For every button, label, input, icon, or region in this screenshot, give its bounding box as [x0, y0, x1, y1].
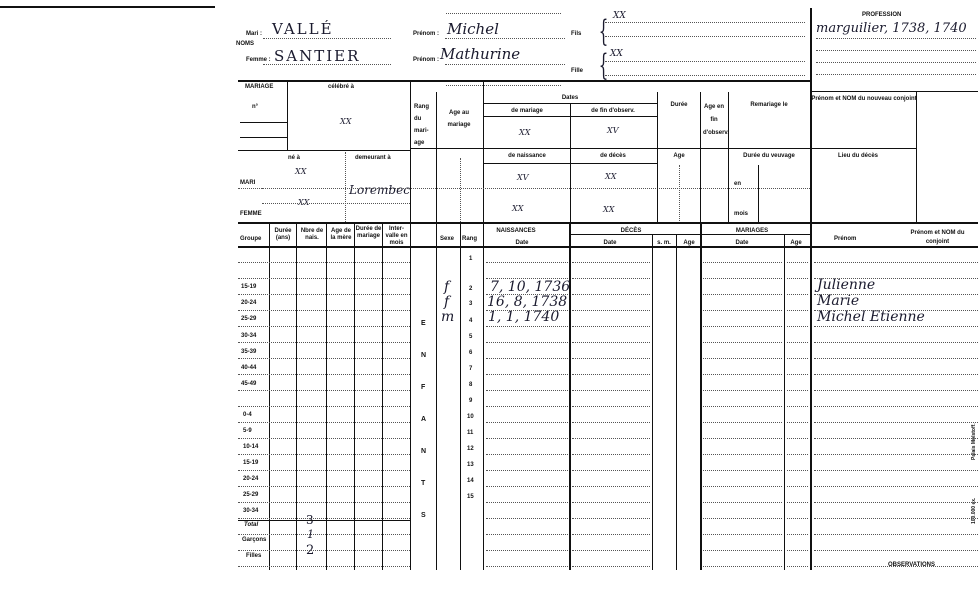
- group-label: 15-19: [241, 284, 257, 290]
- mari-ne-mark: XX: [295, 167, 307, 176]
- row-line: [486, 566, 568, 567]
- row-line: [814, 358, 978, 359]
- profession-column-rule: [810, 8, 812, 570]
- duree-ans-label: Durée (ans): [274, 228, 292, 241]
- veuvage-divider: [758, 165, 759, 222]
- row-line: [572, 326, 650, 327]
- de-fin-label: de fin d'observ.: [591, 108, 635, 114]
- profession-line-4: [816, 74, 976, 75]
- enfants-letter: S: [421, 512, 426, 519]
- naissance-head-rule: [483, 163, 657, 164]
- garcons-value: 1: [307, 528, 314, 541]
- wife-prenom-label: Prénom :: [413, 57, 440, 63]
- row-line: [814, 518, 978, 519]
- row-line: [787, 438, 808, 439]
- row-line: [703, 326, 782, 327]
- remariage-label: Remariage le: [750, 102, 788, 108]
- row-line: [572, 454, 650, 455]
- row-line: [814, 406, 978, 407]
- dates-head-rule: [483, 116, 657, 117]
- fils-line-2: [605, 36, 805, 37]
- child-birth-date: 16, 8, 1738: [487, 294, 568, 310]
- total-rule: [238, 520, 410, 521]
- child-prenom: Marie: [817, 293, 860, 309]
- age-mere-label: Age de la mère: [330, 228, 352, 241]
- husband-surname: VALLÉ: [272, 20, 334, 38]
- row-line: [814, 486, 978, 487]
- row-line: [486, 406, 568, 407]
- marriage-bottom-rule: [238, 222, 978, 224]
- col-sm: [676, 234, 677, 570]
- mariage-label: MARIAGE: [245, 84, 274, 90]
- en-label: en: [734, 181, 742, 187]
- row-line: [787, 310, 808, 311]
- row-line: [486, 358, 568, 359]
- group-label: 40-44: [241, 365, 257, 371]
- row-line: [703, 438, 782, 439]
- row-line: [787, 566, 808, 567]
- row-line: [572, 534, 650, 535]
- row-line: [703, 278, 782, 279]
- fille-label: Fille: [571, 68, 584, 74]
- row-line: [238, 438, 410, 439]
- rank-number: 11: [467, 430, 474, 436]
- row-line: [572, 358, 650, 359]
- row-line: [814, 566, 978, 567]
- sexe-label: Sexe: [440, 236, 455, 242]
- col-deces-date: [652, 234, 653, 570]
- row-line: [787, 550, 808, 551]
- age-mariage-label: Age au mariage: [447, 110, 471, 128]
- lieu-rule: [810, 148, 916, 149]
- row-line: [703, 262, 782, 263]
- noms-label: NOMS: [236, 41, 254, 47]
- de-deces-label: de décès: [600, 153, 626, 159]
- row-line: [787, 486, 808, 487]
- rank-number: 12: [467, 446, 474, 452]
- age-fin-divider: [728, 92, 729, 222]
- fils-brace: {: [598, 14, 609, 49]
- row-line: [486, 374, 568, 375]
- child-prenom: Julienne: [817, 277, 876, 293]
- rank-number: 6: [469, 350, 473, 356]
- rank-number: 7: [469, 366, 473, 372]
- row-line: [787, 502, 808, 503]
- row-line: [238, 294, 410, 295]
- row-line: [238, 470, 410, 471]
- row-line: [238, 406, 410, 407]
- row-line: [703, 550, 782, 551]
- row-line: [814, 310, 978, 311]
- celebre-label: célébré à: [328, 84, 355, 90]
- row-line: [572, 566, 650, 567]
- group-label: 20-24: [243, 476, 259, 482]
- profession-value: marguilier, 1738, 1740: [816, 21, 967, 36]
- row-line: [238, 534, 410, 535]
- remariage-rule: [728, 148, 810, 149]
- row-line: [238, 310, 410, 311]
- row-line: [486, 534, 568, 535]
- row-line: [787, 390, 808, 391]
- child-sexe: f: [444, 279, 450, 295]
- row-line: [572, 342, 650, 343]
- top-left-rule: [0, 6, 215, 8]
- row-line: [787, 454, 808, 455]
- row-line: [486, 454, 568, 455]
- row-line: [814, 342, 978, 343]
- wife-fille-mark: XX: [610, 49, 623, 59]
- mari-row-label: MARI: [240, 180, 256, 186]
- child-prenom: Michel Etienne: [817, 309, 925, 325]
- row-line: [703, 486, 782, 487]
- row-line: [814, 262, 978, 263]
- marriage-top-rule: [238, 80, 810, 82]
- row-line: [703, 534, 782, 535]
- row-line: [486, 470, 568, 471]
- row-line: [703, 470, 782, 471]
- age-label: Age: [673, 153, 685, 159]
- femme-ne-mark: XX: [298, 198, 310, 207]
- publisher-side-text: Palais Molstoff.: [971, 423, 977, 460]
- row-line: [486, 342, 568, 343]
- mari-deces-mark: XX: [605, 172, 617, 181]
- row-line: [703, 390, 782, 391]
- row-line: [238, 278, 410, 279]
- deces-date-label: Date: [603, 240, 617, 246]
- row-line: [572, 438, 650, 439]
- rank-number: 15: [467, 494, 474, 500]
- rank-number: 8: [469, 382, 473, 388]
- child-sexe: f: [444, 294, 450, 310]
- row-line: [486, 486, 568, 487]
- nbre-nais-label: Nbre de nais.: [300, 228, 324, 241]
- dates-label: Dates: [561, 95, 579, 101]
- row-line: [572, 374, 650, 375]
- rank-number: 4: [469, 318, 473, 324]
- row-line: [572, 470, 650, 471]
- profession-line-3: [816, 62, 976, 63]
- right-top-rule: [810, 91, 978, 92]
- header-dots-top: [446, 13, 561, 14]
- femme-row-label: FEMME: [240, 211, 262, 217]
- age-mari-dotted: [460, 158, 461, 222]
- row-line: [238, 342, 410, 343]
- fille-line-2: [605, 75, 805, 76]
- tirage-side-text: 100.000 ex.: [971, 497, 977, 524]
- deces-age-label: Age: [683, 240, 695, 246]
- lieu-deces-label: Lieu du décès: [838, 153, 879, 159]
- row-line: [238, 518, 410, 519]
- row-line: [572, 262, 650, 263]
- row-line: [787, 294, 808, 295]
- row-line: [814, 294, 978, 295]
- sm-label: s. m.: [657, 240, 671, 246]
- de-mariage-label: de mariage: [511, 108, 543, 114]
- duree-mariage-label: Durée de mariage: [355, 226, 382, 239]
- row-line: [238, 326, 410, 327]
- row-line: [703, 422, 782, 423]
- rank-number: 10: [467, 414, 474, 420]
- ne-a-label: né à: [288, 155, 301, 161]
- marriage-left-block-rule: [410, 81, 411, 222]
- no-label: n°: [252, 104, 259, 110]
- row-line: [703, 310, 782, 311]
- mari-line-2: [262, 203, 410, 204]
- mariage-no-divider: [287, 81, 288, 150]
- row-line: [787, 406, 808, 407]
- row-line: [787, 518, 808, 519]
- mois-label: mois: [734, 211, 749, 217]
- fille-brace: {: [598, 48, 609, 83]
- row-line: [703, 294, 782, 295]
- row-line: [703, 502, 782, 503]
- row-line: [787, 278, 808, 279]
- mariages-age-label: Age: [790, 240, 802, 246]
- rank-number: 2: [469, 286, 473, 292]
- femme-naissance-mark: XX: [512, 204, 524, 213]
- duree-age-dotted: [679, 165, 680, 221]
- row-line: [486, 550, 568, 551]
- husband-firstname: Michel: [447, 20, 499, 38]
- row-line: [703, 342, 782, 343]
- group-label: 30-34: [241, 333, 257, 339]
- filles-label: Filles: [246, 553, 262, 559]
- fils-line-1: [605, 22, 805, 23]
- row-line: [238, 358, 410, 359]
- row-line: [486, 438, 568, 439]
- wife-surname-line: [263, 64, 391, 65]
- row-line: [814, 502, 978, 503]
- group-label: 30-34: [243, 508, 259, 514]
- row-line: [814, 422, 978, 423]
- husband-prenom-label: Prénom :: [413, 31, 440, 37]
- enfants-letter: N: [421, 448, 427, 455]
- group-label: 45-49: [241, 381, 257, 387]
- row-line: [814, 438, 978, 439]
- child-sexe: m: [441, 309, 455, 325]
- celebre-mark: XX: [340, 117, 352, 126]
- row-line: [238, 502, 410, 503]
- row-line: [486, 278, 568, 279]
- prenom-nom-nouveau-label: Prénom et NOM du nouveau conjoint: [811, 96, 917, 102]
- row-line: [238, 422, 410, 423]
- date-fin-mark: XV: [607, 126, 619, 135]
- husband-firstname-line: [445, 38, 565, 39]
- row-line: [238, 374, 410, 375]
- naissances-label: NAISSANCES: [496, 228, 536, 234]
- demeurant-label: demeurant à: [355, 155, 391, 161]
- profession-line-2: [816, 50, 976, 51]
- row-line: [238, 550, 410, 551]
- rank-number: 14: [467, 478, 474, 484]
- mariages-label: MARIAGES: [735, 228, 769, 234]
- garcons-label: Garçons: [242, 537, 267, 543]
- observations-label: OBSERVATIONS: [888, 562, 936, 568]
- total-value: 3: [306, 513, 314, 527]
- group-label: 20-24: [241, 300, 257, 306]
- duree-label: Durée: [670, 102, 688, 108]
- row-line: [703, 406, 782, 407]
- femme-deces-mark: XX: [603, 205, 615, 214]
- row-line: [238, 454, 410, 455]
- row-line: [572, 486, 650, 487]
- wife-firstname: Mathurine: [440, 45, 521, 63]
- rank-number: 3: [469, 301, 473, 307]
- deces-label: DÉCÈS: [620, 228, 642, 234]
- row-line: [486, 518, 568, 519]
- total-label: Total: [244, 522, 259, 528]
- enfants-letter: N: [421, 352, 427, 359]
- rang-mariage-label: Rang du mari-age: [414, 104, 429, 146]
- row-line: [703, 374, 782, 375]
- row-line: [787, 422, 808, 423]
- row-line: [486, 502, 568, 503]
- row-line: [814, 326, 978, 327]
- mari-naissance-mark: XV: [517, 173, 529, 182]
- enfants-letter: T: [421, 480, 426, 487]
- group-label: 5-9: [243, 428, 252, 434]
- group-label: 25-29: [241, 316, 257, 322]
- fils-label: Fils: [571, 31, 582, 37]
- group-label: 10-14: [243, 444, 259, 450]
- prenom-nom-conjoint-label: Prénom et NOM du conjoint: [910, 230, 965, 245]
- de-naissance-label: de naissance: [508, 153, 546, 159]
- row-line: [238, 486, 410, 487]
- row-line: [238, 566, 410, 567]
- col-intervalle: [410, 223, 411, 570]
- mari-label: Mari :: [246, 31, 263, 37]
- row-line: [787, 470, 808, 471]
- groupe-label: Groupe: [240, 236, 262, 242]
- no-line-1: [240, 122, 287, 123]
- mari-femme-row-rule: [238, 188, 810, 189]
- row-line: [787, 358, 808, 359]
- header-dots-bottom: [446, 85, 561, 86]
- col-sexe: [460, 223, 461, 570]
- row-line: [486, 326, 568, 327]
- row-line: [572, 390, 650, 391]
- row-line: [486, 294, 568, 295]
- duree-veuvage-label: Durée du veuvage: [743, 153, 795, 159]
- row-line: [486, 390, 568, 391]
- age-col-divider: [700, 92, 701, 222]
- filles-value: 2: [306, 543, 315, 558]
- row-line: [703, 358, 782, 359]
- col-naissances: [569, 223, 571, 570]
- rank-number: 13: [467, 462, 474, 468]
- row-line: [486, 310, 568, 311]
- enfants-letter: A: [421, 416, 427, 423]
- intervalle-label: Inter-valle en mois: [385, 226, 408, 246]
- row-line: [814, 550, 978, 551]
- group-label: 25-29: [243, 492, 259, 498]
- rang-age-divider: [436, 92, 437, 222]
- row-line: [703, 566, 782, 567]
- rank-number: 1: [469, 256, 473, 262]
- row-line: [703, 518, 782, 519]
- col-rang: [483, 223, 484, 570]
- row-line: [572, 310, 650, 311]
- row-line: [486, 262, 568, 263]
- row-line: [572, 518, 650, 519]
- row-line: [787, 534, 808, 535]
- row-line: [814, 278, 978, 279]
- row-line: [787, 262, 808, 263]
- row-line: [814, 390, 978, 391]
- enfants-letter: E: [421, 320, 426, 327]
- mari-demeurant: Lorembec: [349, 183, 410, 197]
- profession-label: PROFESSION: [862, 12, 902, 18]
- row-line: [703, 454, 782, 455]
- husband-surname-line: [263, 38, 391, 39]
- fille-line-1: [605, 61, 805, 62]
- row-line: [572, 294, 650, 295]
- right-col-divider: [916, 92, 917, 222]
- group-label: 35-39: [241, 349, 257, 355]
- row-line: [814, 454, 978, 455]
- group-label: 15-19: [243, 460, 259, 466]
- femme-label: Femme :: [246, 57, 271, 63]
- prenom-table-label: Prénom: [834, 236, 857, 242]
- col-enfants: [436, 223, 437, 570]
- wife-surname: SANTIER: [274, 47, 361, 65]
- enfants-letter: F: [421, 384, 426, 391]
- age-fin-label: Age en fin d'observ.: [703, 104, 729, 136]
- deces-mariages-subrule: [570, 234, 810, 235]
- row-line: [572, 422, 650, 423]
- row-line: [814, 470, 978, 471]
- row-line: [787, 326, 808, 327]
- duree-divider: [657, 92, 658, 222]
- row-line: [486, 422, 568, 423]
- rang-table-label: Rang: [462, 236, 477, 242]
- ne-demeurant-divider: [345, 152, 346, 222]
- rank-number: 5: [469, 334, 473, 340]
- husband-fils-mark: XX: [613, 11, 626, 21]
- row-line: [572, 406, 650, 407]
- row-line: [572, 278, 650, 279]
- row-line: [572, 550, 650, 551]
- child-birth-date: 1, 1, 1740: [488, 309, 560, 325]
- profession-line-1: [816, 38, 976, 39]
- row-line: [238, 390, 410, 391]
- row-line: [814, 534, 978, 535]
- row-line: [787, 342, 808, 343]
- row-line: [238, 262, 410, 263]
- no-line-2: [240, 137, 287, 138]
- row-line: [572, 502, 650, 503]
- date-mariage-mark: XX: [519, 128, 531, 137]
- child-birth-date: 7, 10, 1736: [490, 279, 571, 295]
- col-deces: [700, 223, 702, 570]
- row-line: [814, 374, 978, 375]
- group-label: 0-4: [243, 412, 252, 418]
- marriage-mid-rule: [238, 150, 410, 151]
- mariages-date-label: Date: [735, 240, 749, 246]
- row-line: [787, 374, 808, 375]
- col-mariages-date: [784, 234, 785, 570]
- wife-firstname-line: [445, 64, 565, 65]
- naissance-date-label: Date: [515, 240, 529, 246]
- rank-number: 9: [469, 398, 473, 404]
